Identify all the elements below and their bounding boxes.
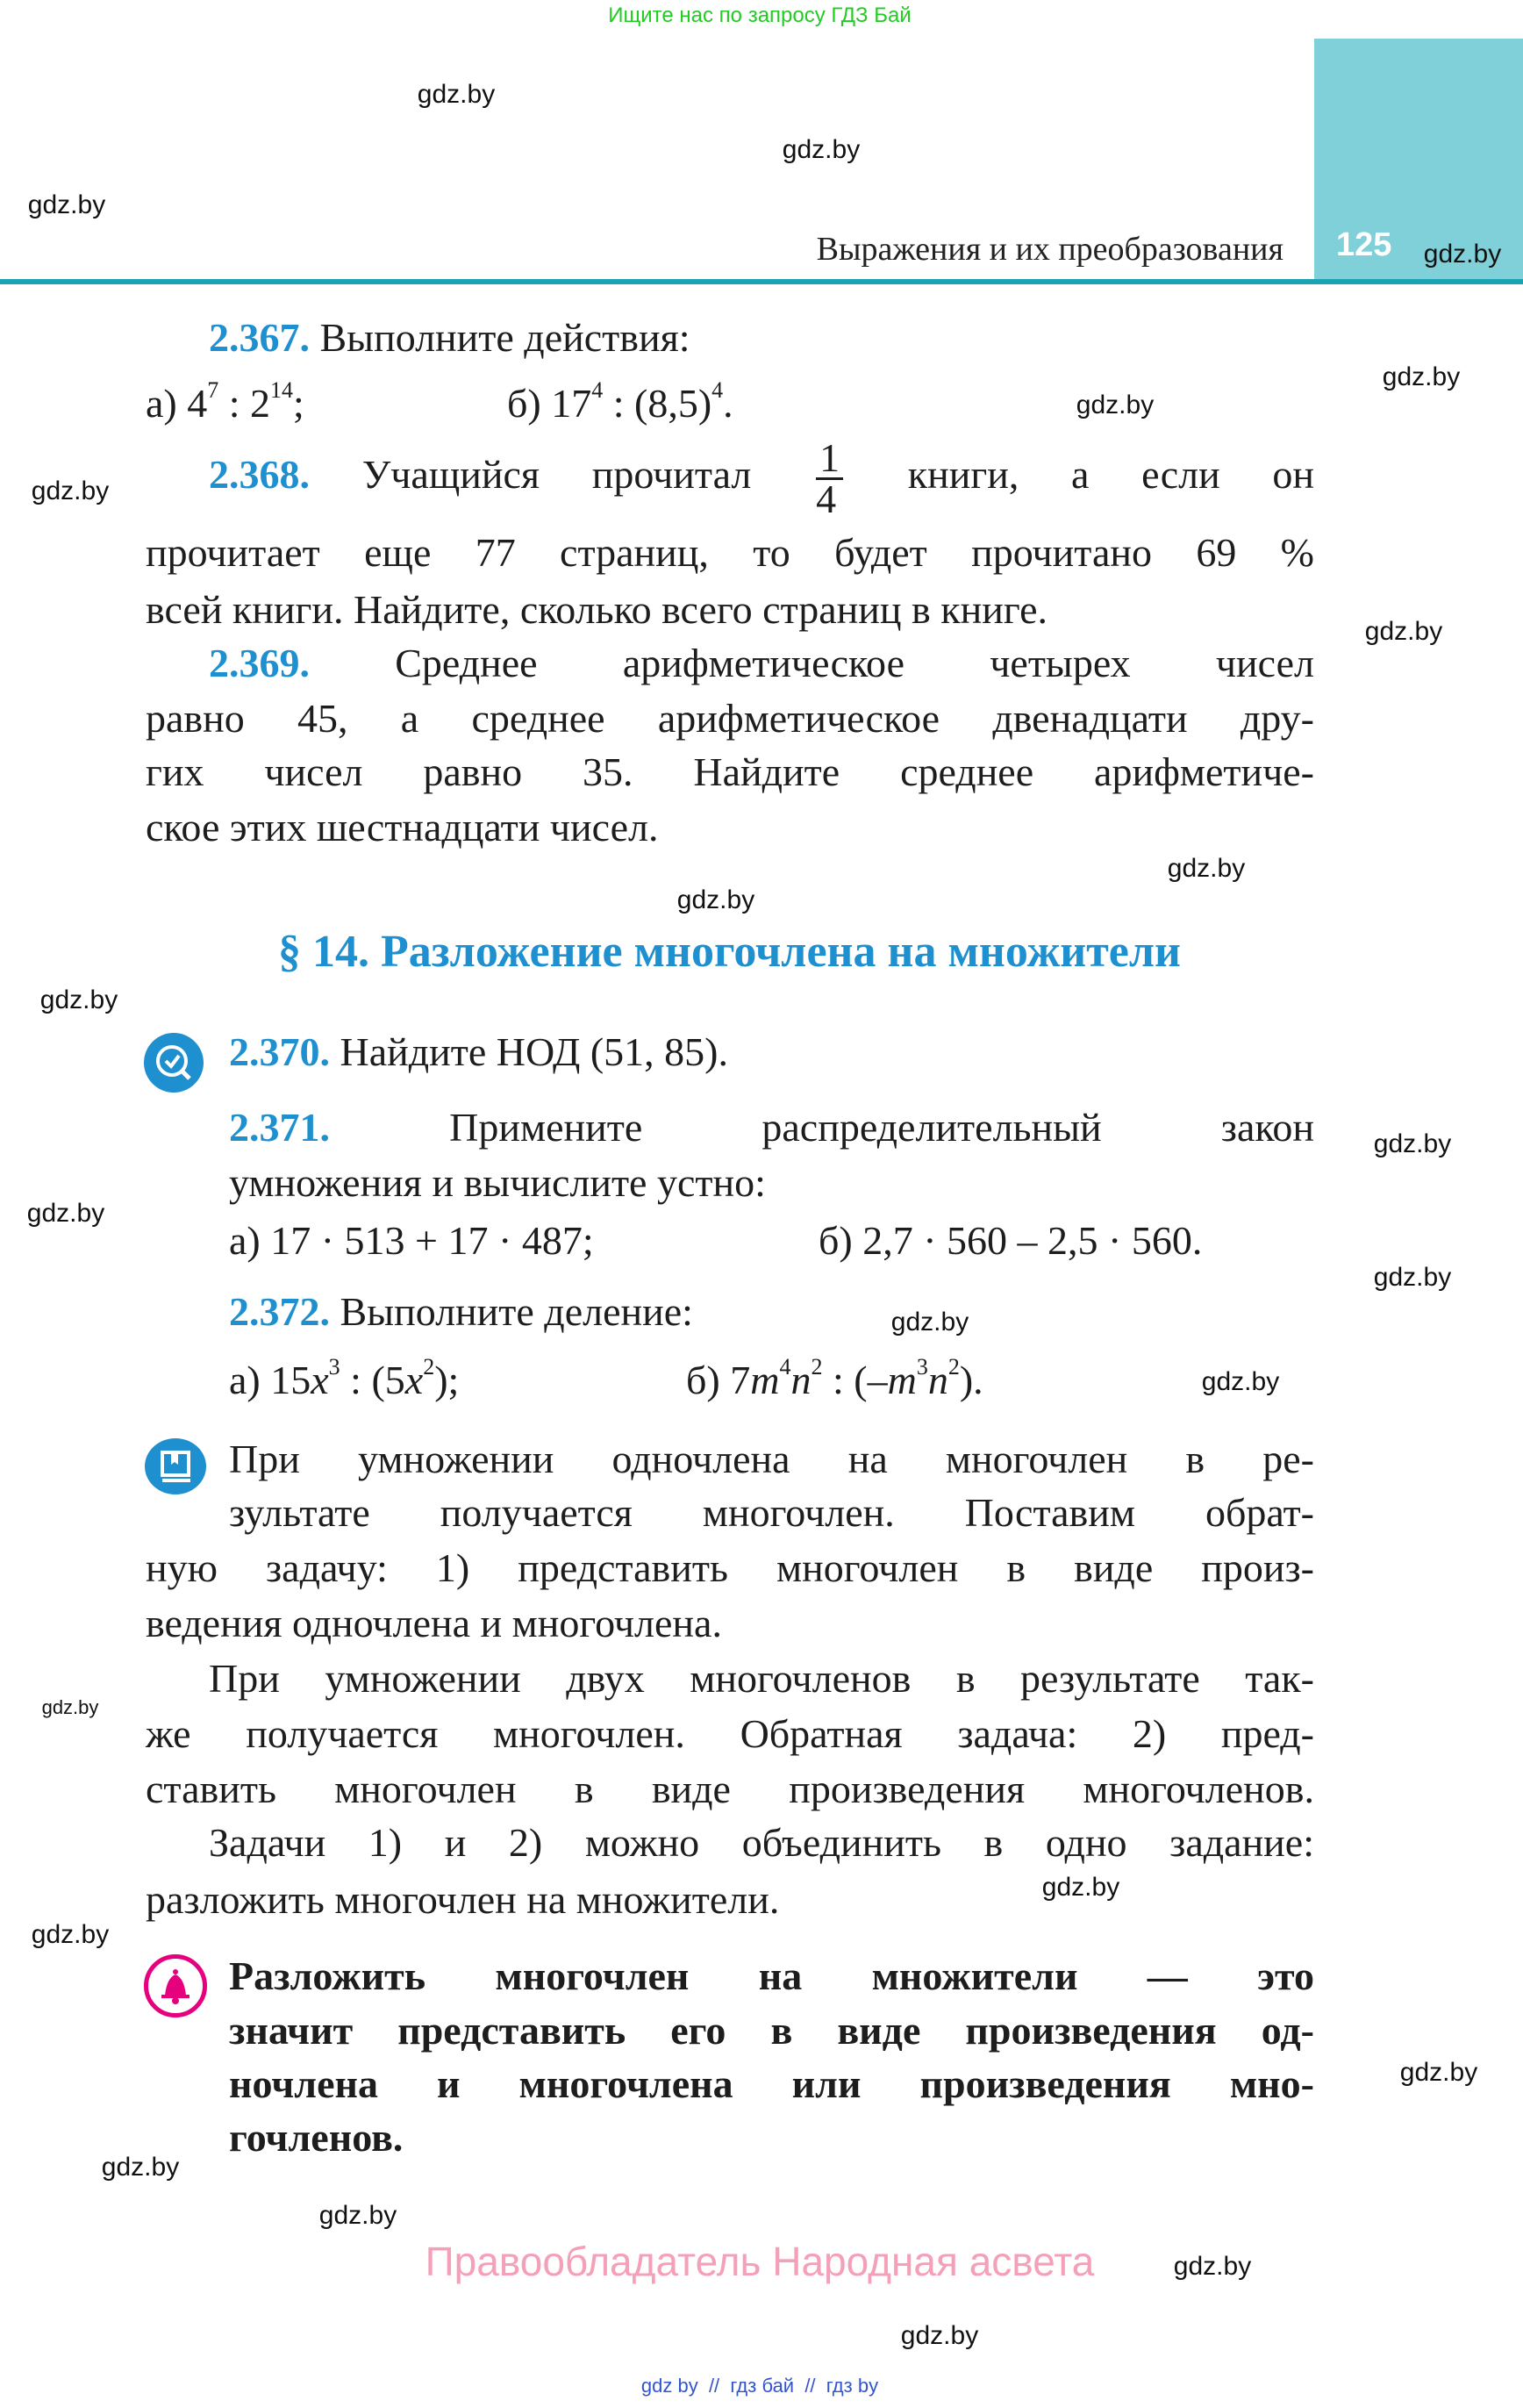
text-line: гих чисел равно 35. Найдите среднее арифметиче- [146, 749, 1314, 794]
task-2-367 [209, 312, 690, 364]
check-search-icon [144, 1033, 204, 1093]
text-line: ставить многочлен в виде произведения многочленов. [146, 1767, 1314, 1811]
exp: 2 [947, 1354, 960, 1380]
text-line: Задачи 1) и 2) можно объединить в одно задание: [209, 1820, 1314, 1865]
text-line: зультате получается многочлен. Поставим обрат- [229, 1490, 1314, 1535]
watermark: gdz.by [676, 885, 755, 914]
task-2-372-b [686, 1354, 983, 1407]
var: n [790, 1358, 812, 1402]
denominator: 4 [816, 476, 837, 521]
exp: 7 [207, 377, 219, 403]
running-header: Выражения и их преобразования [816, 231, 1283, 268]
text-line: же получается многочлен. Обратная задача: 2) пред- [146, 1711, 1314, 1756]
expr: б) 7 [686, 1358, 751, 1402]
watermark: gdz.by [39, 985, 118, 1014]
exp: 3 [328, 1354, 340, 1380]
text-line: ское этих шестнадцати чисел. [146, 805, 659, 849]
watermark: gdz.by [26, 1199, 105, 1228]
text-line: При умножении двух многочленов в результате так- [209, 1656, 1314, 1701]
footer-links[interactable]: gdz by // гдз бай // гдз by [640, 2375, 879, 2397]
watermark: gdz.by [890, 1308, 969, 1337]
watermark: gdz.by [1167, 854, 1246, 883]
task-text: Найдите НОД (51, 85). [340, 1029, 728, 1074]
expr: : (5 [340, 1358, 405, 1402]
task-2-370 [229, 1026, 728, 1079]
bell-icon [144, 1954, 207, 2017]
task-2-371-b: б) 2,7 · 560 – 2,5 · 560. [819, 1218, 1203, 1263]
task-text: Примените распределительный закон [449, 1105, 1314, 1150]
task-2-371 [229, 1101, 1314, 1154]
task-text: Выполните действия: [319, 315, 690, 360]
var: n [927, 1358, 948, 1402]
expr: 4 [187, 381, 208, 426]
definition-line: ночлена и многочлена или произведения мно- [229, 2061, 1314, 2106]
task-number: 2.371. [229, 1105, 330, 1150]
task-2-369 [209, 637, 1314, 690]
exp: 4 [591, 377, 604, 403]
task-number: 2.369. [209, 641, 310, 685]
definition-line: значит представить его в виде произведения од- [229, 2008, 1314, 2053]
expr: 17 [551, 381, 592, 426]
var: m [750, 1358, 780, 1402]
definition-line: гочленов. [229, 2115, 404, 2160]
section-heading: § 14. Разложение многочлена на множители [277, 927, 1181, 977]
expr: ). [959, 1358, 983, 1402]
text-line: всей книги. Найдите, сколько всего страниц в книге. [146, 587, 1048, 632]
text-line: прочитает еще 77 страниц, то будет прочитано 69 % [146, 530, 1314, 575]
watermark: gdz.by [1364, 617, 1443, 646]
page-number: 125 [1336, 226, 1392, 263]
text-line: равно 45, а среднее арифметическое двенадцати дру- [146, 696, 1314, 741]
var: x [404, 1358, 424, 1402]
watermark: gdz.by [41, 1696, 99, 1718]
task-2-371-a: а) 17 · 513 + 17 · 487; [229, 1218, 594, 1263]
watermark: gdz.by [31, 477, 110, 505]
task-number: 2.370. [229, 1029, 330, 1074]
var: m [887, 1358, 917, 1402]
numerator: 1 [816, 439, 843, 480]
task-2-368 [209, 431, 1314, 519]
text-line: При умножении одночлена на многочлен в ре- [229, 1437, 1314, 1481]
watermark: gdz.by [27, 190, 106, 219]
watermark: gdz.by [1373, 1129, 1452, 1158]
task-2-367-b [507, 377, 733, 430]
exp: 14 [270, 377, 294, 403]
exp: 4 [779, 1354, 791, 1380]
task-number: 2.368. [209, 452, 310, 497]
task-text: Выполните деление: [340, 1289, 693, 1334]
task-text: Учащийся прочитал [361, 452, 752, 497]
watermark: gdz.by [1173, 2252, 1252, 2281]
fraction [816, 434, 843, 521]
copyright-notice: Правообладатель Народная асвета [425, 2239, 1095, 2284]
label: а) [146, 381, 177, 426]
task-number: 2.367. [209, 315, 310, 360]
exp: 2 [423, 1354, 435, 1380]
watermark: gdz.by [1423, 240, 1502, 269]
watermark: gdz.by [1382, 362, 1461, 391]
expr: : (8,5) [603, 381, 712, 426]
exp: 3 [916, 1354, 928, 1380]
watermark: gdz.by [1373, 1263, 1452, 1292]
watermark: gdz.by [1076, 391, 1155, 419]
watermark: gdz.by [31, 1920, 110, 1949]
text-line: разложить многочлен на множители. [146, 1877, 780, 1922]
text-line: ведения одночлена и многочлена. [146, 1601, 722, 1645]
header-rule [0, 279, 1523, 284]
top-banner[interactable]: Ищите нас по запросу ГДЗ Бай [608, 4, 912, 27]
expr: . [723, 381, 733, 426]
watermark: gdz.by [900, 2321, 979, 2350]
expr: ; [293, 381, 304, 426]
watermark: gdz.by [782, 135, 861, 164]
watermark: gdz.by [318, 2201, 397, 2230]
expr: : 2 [218, 381, 271, 426]
text-line: умножения и вычислите устно: [229, 1160, 766, 1205]
watermark: gdz.by [1041, 1873, 1120, 1902]
task-text: книги, а если он [907, 452, 1315, 497]
watermark: gdz.by [1399, 2058, 1478, 2087]
task-2-367-a [146, 377, 304, 430]
task-2-372 [229, 1286, 693, 1338]
exp: 4 [711, 377, 724, 403]
definition-line: Разложить многочлен на множители — это [229, 1953, 1314, 1998]
exp: 2 [811, 1354, 823, 1380]
expr: ); [434, 1358, 460, 1402]
expr: : (– [822, 1358, 888, 1402]
task-number: 2.372. [229, 1289, 330, 1334]
text-line: ную задачу: 1) представить многочлен в виде произ- [146, 1545, 1314, 1590]
label: б) [507, 381, 541, 426]
var: x [311, 1358, 329, 1402]
watermark: gdz.by [101, 2153, 180, 2182]
book-icon [145, 1438, 206, 1494]
task-2-372-a [229, 1354, 459, 1407]
expr: а) 15 [229, 1358, 311, 1402]
watermark: gdz.by [1201, 1367, 1280, 1396]
watermark: gdz.by [417, 80, 496, 109]
task-text: Среднее арифметическое четырех чисел [395, 641, 1315, 685]
